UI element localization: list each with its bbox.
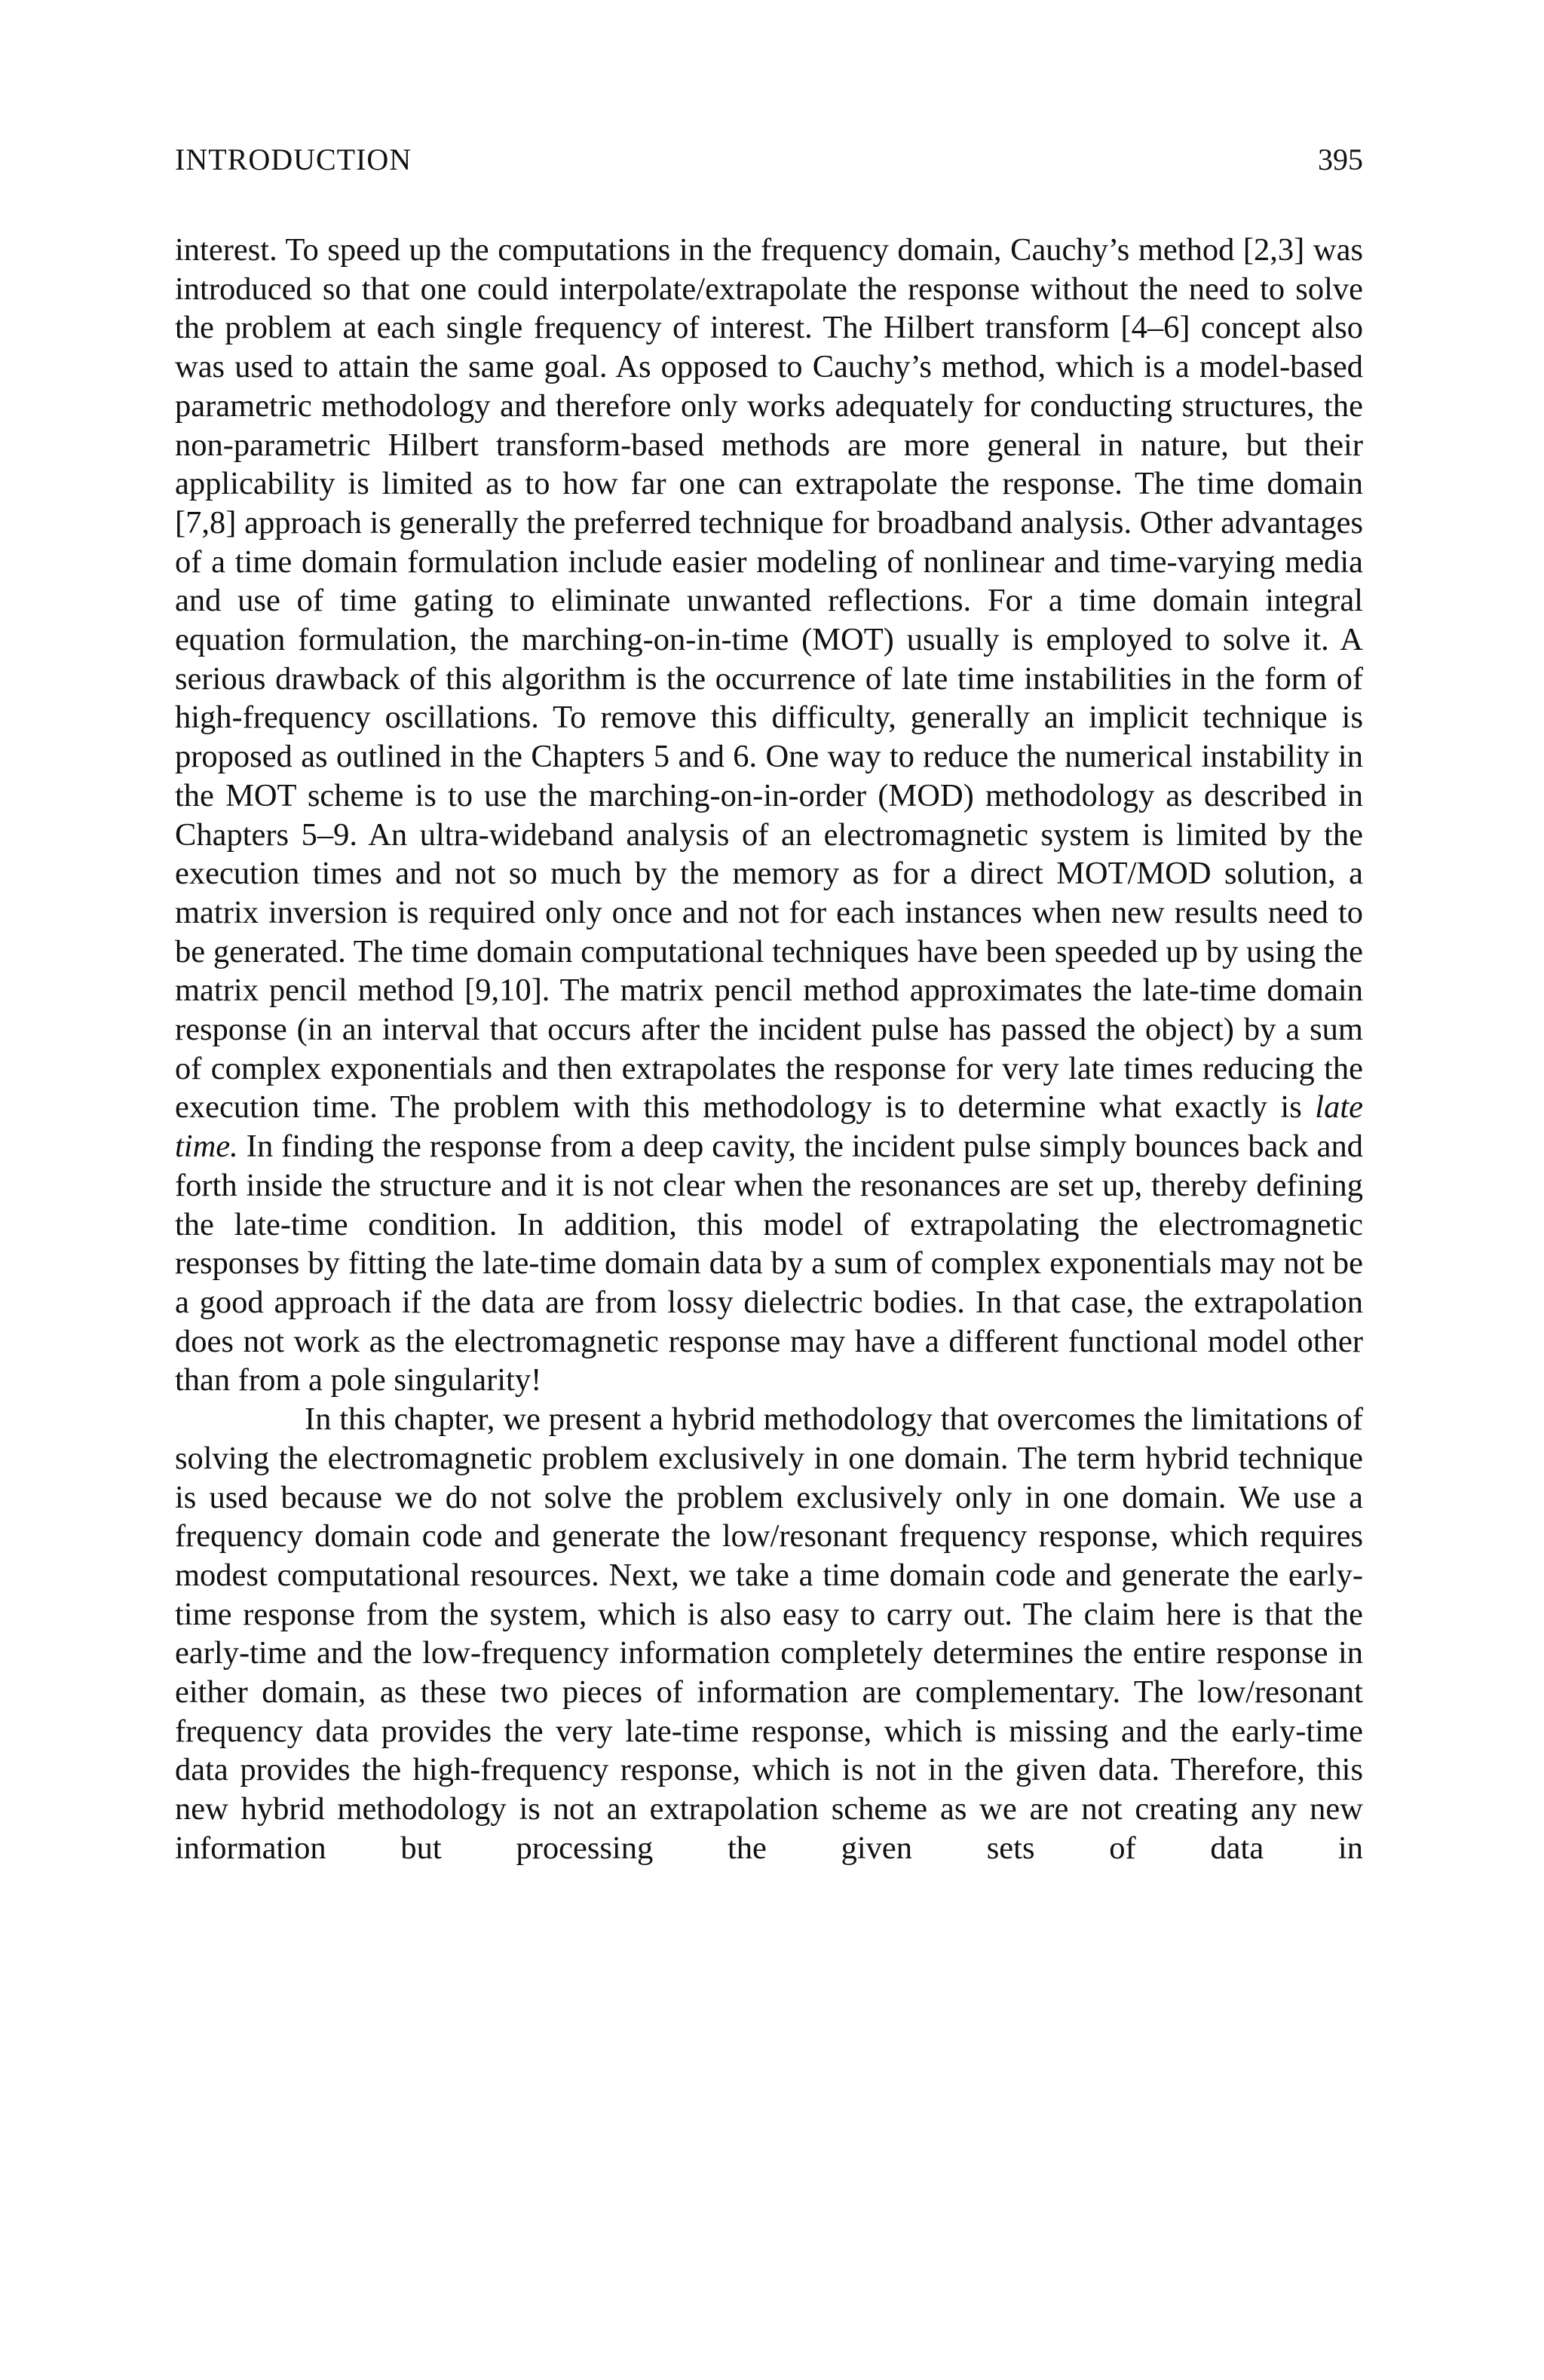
paragraph-text: In this chapter, we present a hybrid methodology that overcomes the limitations of solving the electromagnetic problem exclusively in one domain. The term hybrid technique is used because we do not solve the problem exclusively only in one domain. We use a frequency domain code and generate the low/resonant frequency response, which requires modest computational resources. Next, we take a time domain code and generate the early-time response from the system, which is also easy to carry out. The claim here is that the early-time and the low-frequency information completely determines the entire response in either domain, as these two pieces of information are complementary. The low/resonant frequency data provides the very late-time response, which is missing and the early-time data provides the high-frequency response, which is not in the given data. Therefore, this new hybrid methodology is not an extrapolation scheme as we are not creating any new information but processing the given sets of data in bbox=[175, 1401, 1363, 1866]
paragraph bbox=[175, 231, 1363, 1400]
paragraph bbox=[175, 1400, 1363, 1867]
paragraph-text: In finding the response from a deep cavity, the incident pulse simply bounces back and forth inside the structure and it is not clear when the resonances are set up, thereby defining the late-time condition. In addition, this model of extrapolating the electromagnetic responses by fitting the late-time domain data by a sum of complex exponentials may not be a good approach if the data are from lossy dielectric bodies. In that case, the extrapolation does not work as the electromagnetic response may have a different functional model other than from a pole singularity! bbox=[175, 1129, 1363, 1398]
body-text bbox=[175, 231, 1363, 1868]
paragraph-text: interest. To speed up the computations in the frequency domain, Cauchy’s method [2,3] was introduced so that one could interpolate/extrapolate the response without the need to solve the problem at each single frequency of interest. The Hilbert transform [4–6] concept also was used to attain the same goal. As opposed to Cauchy’s method, which is a model-based parametric methodology and therefore only works adequately for conducting structures, the non-parametric Hilbert transform-based methods are more general in nature, but their applicability is limited as to how far one can extrapolate the response. The time domain [7,8] approach is generally the preferred technique for broadband analysis. Other advantages of a time domain formulation include easier modeling of nonlinear and time-varying media and use of time gating to eliminate unwanted reflections. For a time domain integral equation formulation, the marching-on-in-time (MOT) usually is employed to solve it. A serious drawback of this algorithm is the occurrence of late time instabilities in the form of high-frequency oscillations. To remove this difficulty, generally an implicit technique is proposed as outlined in the Chapters 5 and 6. One way to reduce the numerical instability in the MOT scheme is to use the marching-on-in-order (MOD) methodology as described in Chapters 5–9. An ultra-wideband analysis of an electromagnetic system is limited by the execution times and not so much by the memory as for a direct MOT/MOD solution, a matrix inversion is required only once and not for each instances when new results need to be generated. The time domain computational techniques have been speeded up by using the matrix pencil method [9,10]. The matrix pencil method approximates the late-time domain response (in an interval that occurs after the incident pulse has passed the object) by a sum of complex exponentials and then extrapolates the response for very late times reducing the execution time. The problem with this methodology is to determine what exactly is bbox=[175, 232, 1363, 1126]
italic-term: late time. bbox=[175, 1089, 1363, 1165]
book-page bbox=[175, 0, 1363, 2380]
page-number: 395 bbox=[1318, 142, 1363, 176]
running-head bbox=[175, 137, 1363, 182]
section-title: INTRODUCTION bbox=[175, 142, 412, 176]
